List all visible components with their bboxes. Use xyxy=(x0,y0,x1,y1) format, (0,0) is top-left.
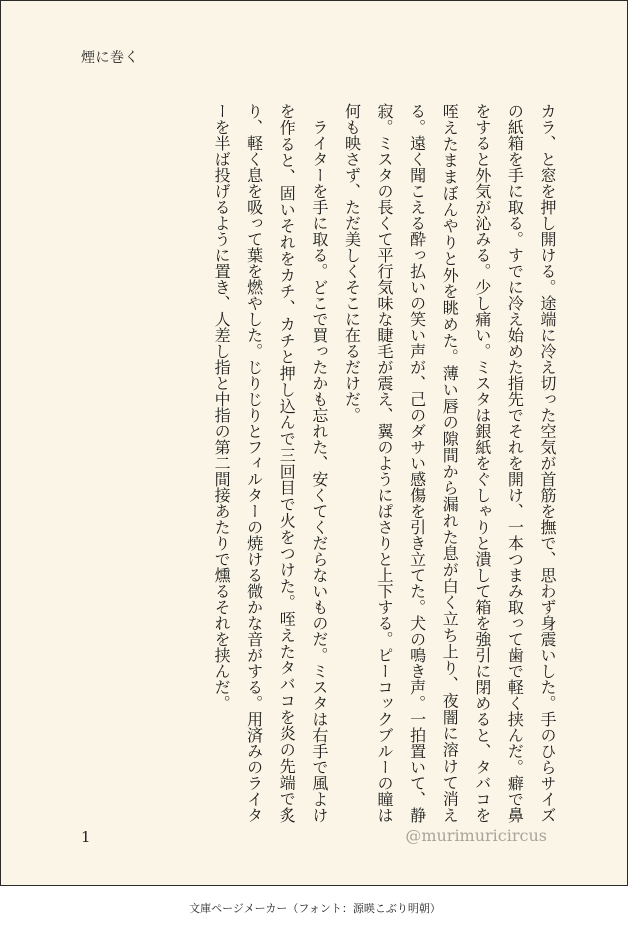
footer-credit: 文庫ページメーカー（フォント：源暎こぶり明朝） xyxy=(189,902,441,915)
vertical-body-text xyxy=(204,103,563,823)
paragraph: ライターを手に取る。どこで買ったかも忘れた、安くてくだらないものだ。ミスタは右手で風よけを作ると、固いそれをカチ、カチと押し込んで三回目で火をつけた。咥えたタバコを炎の先端で炙り、軽く息を吸って葉を燃やした。じりじりとフィルターの焼ける微かな音がする。用済みのライターを半ば投げるように置き、人差し指と中指の第二間接あたりで燻るそれを挟んだ。 xyxy=(212,103,329,823)
page-title: 煙に巻く xyxy=(81,50,139,66)
page-number: 1 xyxy=(81,828,91,846)
paragraph: カラ、と窓を押し開ける。途端に冷え切った空気が首筋を撫で、思わず身震いした。手のひらサイズの紙箱を手に取る。すでに冷え始めた指先でそれを開け、一本つまみ取って歯で軽く挟んだ。癖で鼻をすると外気が沁みる。少し痛い。ミスタは銀紙をぐしゃりと潰して箱を強引に閉めると、タバコを咥えたままぼんやりと外を眺めた。薄い唇の隙間から漏れた息が白く立ち上り、夜闇に溶けて消える。遠く聞こえる酔っ払いの笑い声が、己のダサい感傷を引き立てた。犬の鳴き声。一拍置いて、静寂。ミスタの長くて平行気味な睫毛が震え、翼のようにぱさりと上下する。ピーコックブルーの瞳は何も映さず、ただ美しくそこに在るだけだ。 xyxy=(342,103,557,823)
author-credit: @murimuricircus xyxy=(405,826,547,845)
